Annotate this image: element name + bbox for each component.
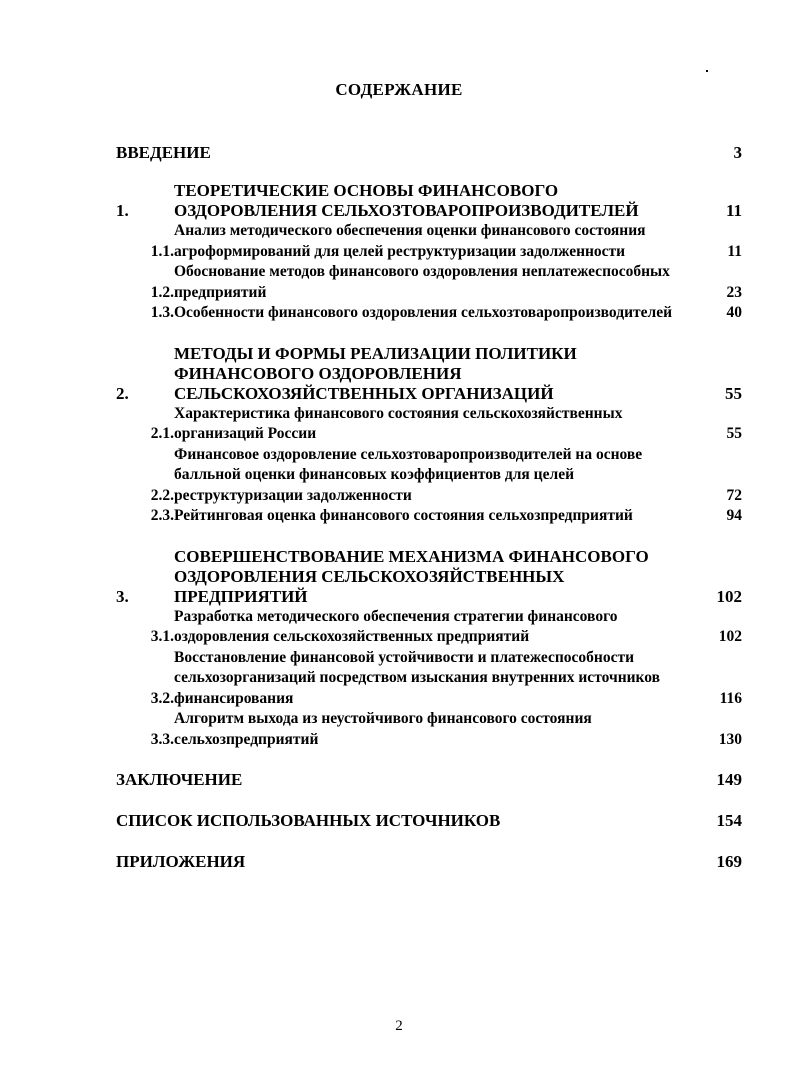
- toc-chapter: [116, 547, 742, 607]
- toc-section: [116, 262, 742, 303]
- toc-section-number: 1.3.: [150, 304, 174, 321]
- toc-chapter-page: 102: [716, 586, 742, 606]
- toc-section-page: 72: [726, 486, 742, 504]
- toc-references-label: СПИСОК ИСПОЛЬЗОВАННЫХ ИСТОЧНИКОВ: [116, 811, 501, 830]
- toc-chapter-page: 11: [725, 201, 742, 220]
- toc-chapter-number: 3.: [116, 586, 129, 606]
- toc-appendices-page: 169: [716, 852, 742, 871]
- toc-section: [116, 607, 742, 648]
- toc-section-number: 3.1.: [150, 628, 174, 645]
- toc-references: [116, 811, 742, 831]
- toc-section-number: 3.2.: [150, 689, 174, 707]
- table-of-contents: [116, 143, 742, 893]
- toc-section: [116, 221, 742, 262]
- toc-section-title: Характеристика финансового состояния сельскохозяйственных организаций России: [174, 404, 623, 442]
- toc-section-page: 23: [726, 283, 742, 301]
- toc-chapter: [116, 181, 742, 221]
- toc-section-page: 55: [726, 425, 742, 442]
- page-title: СОДЕРЖАНИЕ: [335, 80, 463, 99]
- toc-section-number-cell: [116, 506, 174, 527]
- toc-references-page: 154: [716, 811, 742, 830]
- toc-section-page: 94: [726, 507, 742, 524]
- toc-section-number-cell: [116, 424, 174, 445]
- toc-conclusion-label: ЗАКЛЮЧЕНИЕ: [116, 770, 243, 789]
- toc-section-title: Рейтинговая оценка финансового состояния сельхозпредприятий: [174, 507, 633, 524]
- toc-section-page: 40: [726, 304, 742, 321]
- toc-section-title: Алгоритм выхода из неустойчивого финансового состояния сельхозпредприятий: [174, 710, 592, 748]
- toc-section-title: Особенности финансового оздоровления сельхозтоваропроизводителей: [174, 304, 673, 321]
- toc-section: [116, 445, 742, 507]
- toc-section: [116, 709, 742, 750]
- toc-section-number: 2.3.: [150, 507, 174, 524]
- toc-section-title: Анализ методического обеспечения оценки финансового состояния агроформирований для целей реструктуризации задолженности: [174, 222, 646, 260]
- toc-section-title: Восстановление финансовой устойчивости и платежеспособности сельхозорганизаций посредством изыскания внутренних источников финансирования: [174, 648, 661, 707]
- toc-section-number-cell: [116, 627, 174, 648]
- toc-section-number-cell: [116, 303, 174, 324]
- scan-speck: [706, 70, 708, 72]
- toc-section-number: 1.2.: [150, 283, 174, 301]
- toc-intro-page: 3: [733, 143, 742, 162]
- toc-section-number-cell: [116, 486, 174, 507]
- toc-section: [116, 648, 742, 710]
- toc-chapter-number: 1.: [116, 201, 129, 220]
- toc-section-page: 130: [718, 730, 742, 748]
- toc-intro-label: ВВЕДЕНИЕ: [116, 143, 211, 162]
- toc-intro: [116, 143, 742, 163]
- spacer: [116, 750, 742, 770]
- toc-section: [116, 404, 742, 445]
- toc-section-number: 2.1.: [150, 425, 174, 442]
- spacer: [116, 527, 742, 547]
- toc-section-number: 3.3.: [150, 730, 174, 748]
- toc-section-page: 11: [727, 242, 742, 260]
- toc-section: [116, 506, 742, 527]
- toc-section-page: 102: [718, 628, 742, 645]
- toc-section-page: 116: [719, 689, 742, 707]
- page-number: 2: [395, 1018, 403, 1034]
- toc-chapter-number: 2.: [116, 383, 129, 403]
- toc-section-title: Разработка методического обеспечения стратегии финансового оздоровления сельскохозяйственных предприятий: [174, 607, 618, 645]
- toc-section-number: 2.2.: [150, 486, 174, 504]
- toc-section: [116, 303, 742, 324]
- toc-appendices: [116, 852, 742, 872]
- toc-conclusion-page: 149: [716, 770, 742, 789]
- spacer: [116, 324, 742, 344]
- toc-chapter-title: СОВЕРШЕНСТВОВАНИЕ МЕХАНИЗМА ФИНАНСОВОГО ОЗДОРОВЛЕНИЯ СЕЛЬСКОХОЗЯЙСТВЕННЫХ ПРЕДПРИЯТИЙ: [174, 546, 649, 606]
- toc-chapter-title: МЕТОДЫ И ФОРМЫ РЕАЛИЗАЦИИ ПОЛИТИКИ ФИНАНСОВОГО ОЗДОРОВЛЕНИЯ СЕЛЬСКОХОЗЯЙСТВЕННЫХ ОРГАНИЗАЦИЙ: [174, 343, 577, 403]
- toc-section-number-cell: [116, 283, 174, 304]
- toc-section-title: Финансовое оздоровление сельхозтоваропроизводителей на основе балльной оценки финансовых коэффициентов для целей реструктуризации задолженности: [174, 445, 643, 504]
- toc-chapter: [116, 344, 742, 404]
- toc-section-number-cell: [116, 689, 174, 710]
- toc-section-title: Обоснование методов финансового оздоровления неплатежеспособных предприятий: [174, 263, 670, 301]
- toc-appendices-label: ПРИЛОЖЕНИЯ: [116, 852, 246, 871]
- toc-chapter-page: 55: [725, 383, 742, 403]
- toc-section-number-cell: [116, 730, 174, 751]
- toc-section-number-cell: [116, 242, 174, 263]
- toc-conclusion: [116, 770, 742, 790]
- toc-section-number: 1.1.: [150, 242, 174, 260]
- toc-chapter-title: ТЕОРЕТИЧЕСКИЕ ОСНОВЫ ФИНАНСОВОГО ОЗДОРОВЛЕНИЯ СЕЛЬХОЗТОВАРОПРОИЗВОДИТЕЛЕЙ: [174, 181, 639, 220]
